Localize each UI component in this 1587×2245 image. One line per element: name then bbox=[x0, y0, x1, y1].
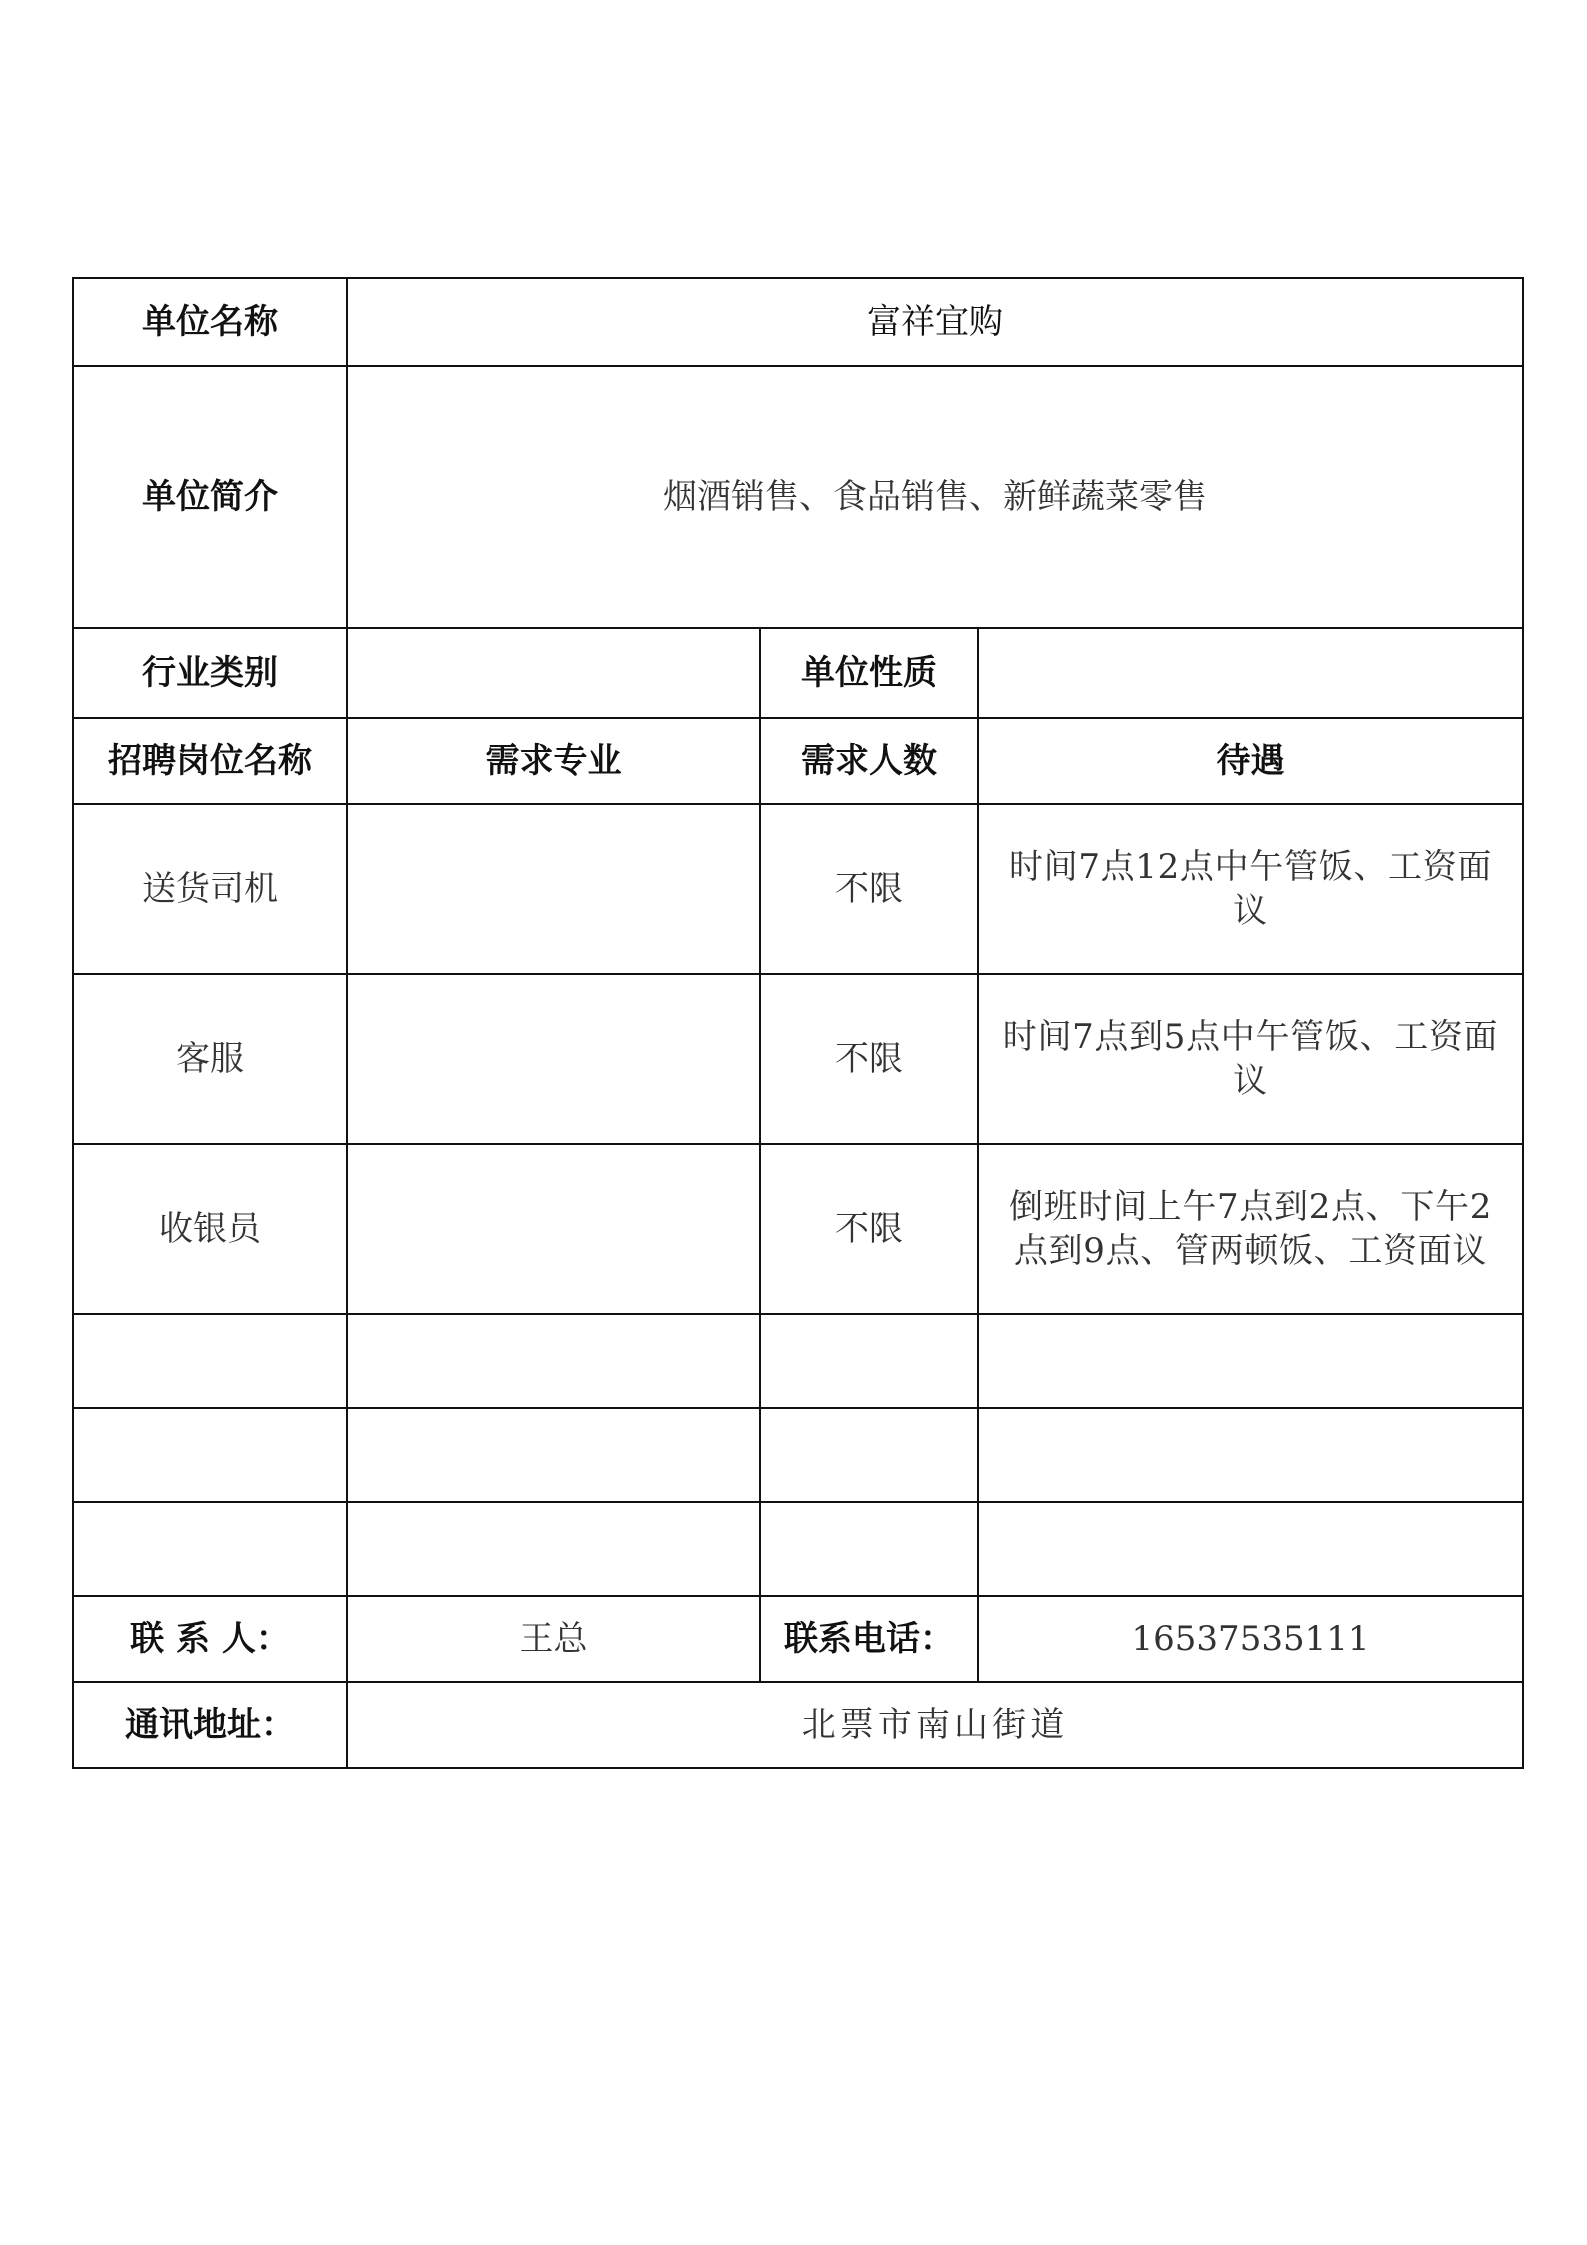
unit-intro-value: 烟酒销售、食品销售、新鲜蔬菜零售 bbox=[347, 366, 1523, 628]
benefit-cell bbox=[978, 1408, 1523, 1502]
industry-value bbox=[347, 628, 760, 718]
major-cell bbox=[347, 1408, 760, 1502]
address-label: 通讯地址： bbox=[73, 1682, 347, 1768]
header-major: 需求专业 bbox=[347, 718, 760, 804]
nature-label: 单位性质 bbox=[760, 628, 978, 718]
major-cell bbox=[347, 974, 760, 1144]
table-row bbox=[73, 804, 1523, 974]
position-cell: 送货司机 bbox=[73, 804, 347, 974]
nature-value bbox=[978, 628, 1523, 718]
address-value: 北票市南山街道 bbox=[347, 1682, 1523, 1768]
contact-row bbox=[73, 1596, 1523, 1682]
header-row bbox=[73, 718, 1523, 804]
header-position: 招聘岗位名称 bbox=[73, 718, 347, 804]
major-cell bbox=[347, 1314, 760, 1408]
benefit-cell bbox=[978, 1502, 1523, 1596]
position-cell bbox=[73, 1314, 347, 1408]
contact-label: 联 系 人： bbox=[73, 1596, 347, 1682]
recruitment-form bbox=[72, 277, 1522, 1769]
position-cell bbox=[73, 1502, 347, 1596]
position-cell: 收银员 bbox=[73, 1144, 347, 1314]
unit-name-row bbox=[73, 278, 1523, 366]
count-cell bbox=[760, 1314, 978, 1408]
industry-row bbox=[73, 628, 1523, 718]
industry-label: 行业类别 bbox=[73, 628, 347, 718]
address-row bbox=[73, 1682, 1523, 1768]
position-cell bbox=[73, 1408, 347, 1502]
unit-name-value: 富祥宜购 bbox=[347, 278, 1523, 366]
major-cell bbox=[347, 804, 760, 974]
phone-value: 16537535111 bbox=[978, 1596, 1523, 1682]
count-cell bbox=[760, 1408, 978, 1502]
table-row bbox=[73, 1314, 1523, 1408]
count-cell bbox=[760, 1502, 978, 1596]
count-cell: 不限 bbox=[760, 1144, 978, 1314]
count-cell: 不限 bbox=[760, 974, 978, 1144]
table-row bbox=[73, 974, 1523, 1144]
benefit-cell bbox=[978, 1314, 1523, 1408]
major-cell bbox=[347, 1502, 760, 1596]
benefit-cell: 倒班时间上午7点到2点、下午2点到9点、管两顿饭、工资面议 bbox=[978, 1144, 1523, 1314]
unit-intro-row bbox=[73, 366, 1523, 628]
contact-value: 王总 bbox=[347, 1596, 760, 1682]
table-row bbox=[73, 1144, 1523, 1314]
benefit-cell: 时间7点到5点中午管饭、工资面议 bbox=[978, 974, 1523, 1144]
recruitment-table bbox=[72, 277, 1524, 1769]
position-cell: 客服 bbox=[73, 974, 347, 1144]
table-row bbox=[73, 1408, 1523, 1502]
table-row bbox=[73, 1502, 1523, 1596]
header-count: 需求人数 bbox=[760, 718, 978, 804]
major-cell bbox=[347, 1144, 760, 1314]
unit-intro-label: 单位简介 bbox=[73, 366, 347, 628]
phone-label: 联系电话： bbox=[760, 1596, 978, 1682]
benefit-cell: 时间7点12点中午管饭、工资面议 bbox=[978, 804, 1523, 974]
count-cell: 不限 bbox=[760, 804, 978, 974]
header-benefit: 待遇 bbox=[978, 718, 1523, 804]
unit-name-label: 单位名称 bbox=[73, 278, 347, 366]
